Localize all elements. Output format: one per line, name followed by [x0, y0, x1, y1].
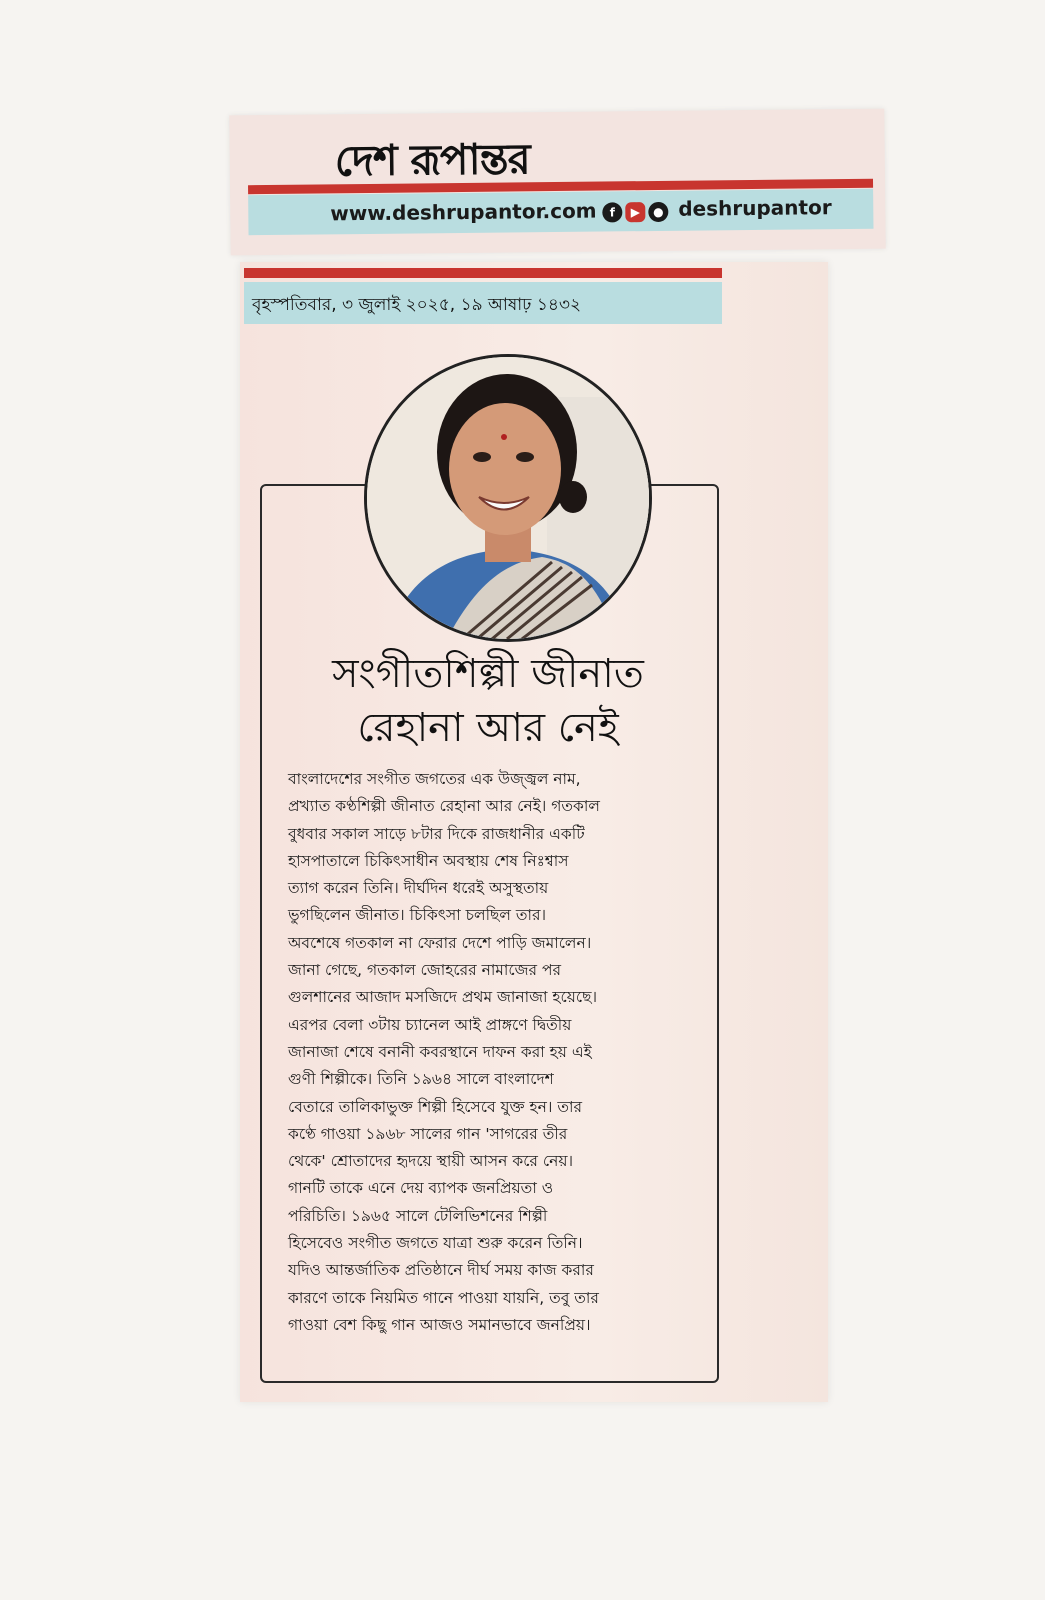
body-line: প্রখ্যাত কণ্ঠশিল্পী জীনাত রেহানা আর নেই। গতকাল	[288, 797, 600, 816]
body-line: গানটি তাকে এনে দেয় ব্যাপক জনপ্রিয়তা ও	[288, 1179, 554, 1198]
facebook-icon: f	[602, 202, 622, 222]
body-line: বাংলাদেশের সংগীত জগতের এক উজ্জ্বল নাম,	[288, 770, 581, 788]
body-line: যদিও আন্তর্জাতিক প্রতিষ্ঠানে দীর্ঘ সময় কাজ করার	[288, 1261, 594, 1280]
dateline: বৃহস্পতিবার, ৩ জুলাই ২০২৫, ১৯ আষাঢ় ১৪৩২	[252, 295, 582, 315]
body-line: গুলশানের আজাদ মসজিদে প্রথম জানাজা হয়েছে।	[288, 988, 598, 1007]
body-line: কণ্ঠে গাওয়া ১৯৬৮ সালের গান 'সাগরের তীর	[288, 1124, 568, 1143]
headline-line-2: রেহানা আর নেই	[357, 705, 619, 751]
social-handle: deshrupantor	[678, 195, 832, 221]
body-line: থেকে' শ্রোতাদের হৃদয়ে স্থায়ী আসন করে নেয়।	[288, 1152, 574, 1171]
article-headline	[268, 647, 708, 755]
body-line: হাসপাতালে চিকিৎসাধীন অবস্থায় শেষ নিঃশ্বাস	[288, 851, 569, 870]
body-line: গাওয়া বেশ কিছু গান আজও সমানভাবে জনপ্রিয়।	[288, 1315, 591, 1334]
body-line: গুণী শিল্পীকে। তিনি ১৯৬৪ সালে বাংলাদেশ	[288, 1070, 554, 1089]
body-line: জানাজা শেষে বনানী কবরস্থানে দাফন করা হয় এই	[288, 1042, 592, 1061]
body-line: পরিচিতি। ১৯৬৫ সালে টেলিভিশনের শিল্পী	[288, 1206, 548, 1225]
body-line: কারণে তাকে নিয়মিত গানে পাওয়া যায়নি, তবু তার	[288, 1288, 599, 1307]
body-line: বেতারে তালিকাভুক্ত শিল্পী হিসেবে যুক্ত হন। তার	[288, 1097, 582, 1116]
website-url: www.deshrupantor.com	[330, 198, 597, 226]
portrait-photo	[364, 354, 652, 642]
body-line: হিসেবেও সংগীত জগতে যাত্রা শুরু করেন তিনি।	[288, 1234, 583, 1253]
youtube-icon: ▶	[625, 202, 645, 222]
body-line: ত্যাগ করেন তিনি। দীর্ঘদিন ধরেই অসুস্থতায়	[288, 879, 549, 898]
masthead	[229, 109, 885, 256]
newspaper-clipping	[240, 262, 828, 1402]
article-body	[288, 766, 706, 1339]
body-line: এরপর বেলা ৩টায় চ্যানেল আই প্রাঙ্গণে দ্বিতীয়	[288, 1015, 572, 1034]
body-line: জানা গেছে, গতকাল জোহরের নামাজের পর	[288, 961, 562, 980]
body-line: অবশেষে গতকাল না ফেরার দেশে পাড়ি জমালেন।	[288, 933, 592, 952]
instagram-icon: ●	[648, 202, 668, 222]
date-red-rule	[244, 268, 722, 278]
body-line: ভুগছিলেন জীনাত। চিকিৎসা চলছিল তার।	[288, 906, 547, 925]
social-icons	[602, 202, 668, 223]
body-line: বুধবার সকাল সাড়ে ৮টার দিকে রাজধানীর একটি	[288, 824, 585, 843]
newspaper-logo: দেশ রূপান্তর	[334, 134, 530, 186]
portrait-illustration	[367, 357, 649, 639]
headline-line-1: সংগীতশিল্পী জীনাত	[332, 651, 644, 697]
